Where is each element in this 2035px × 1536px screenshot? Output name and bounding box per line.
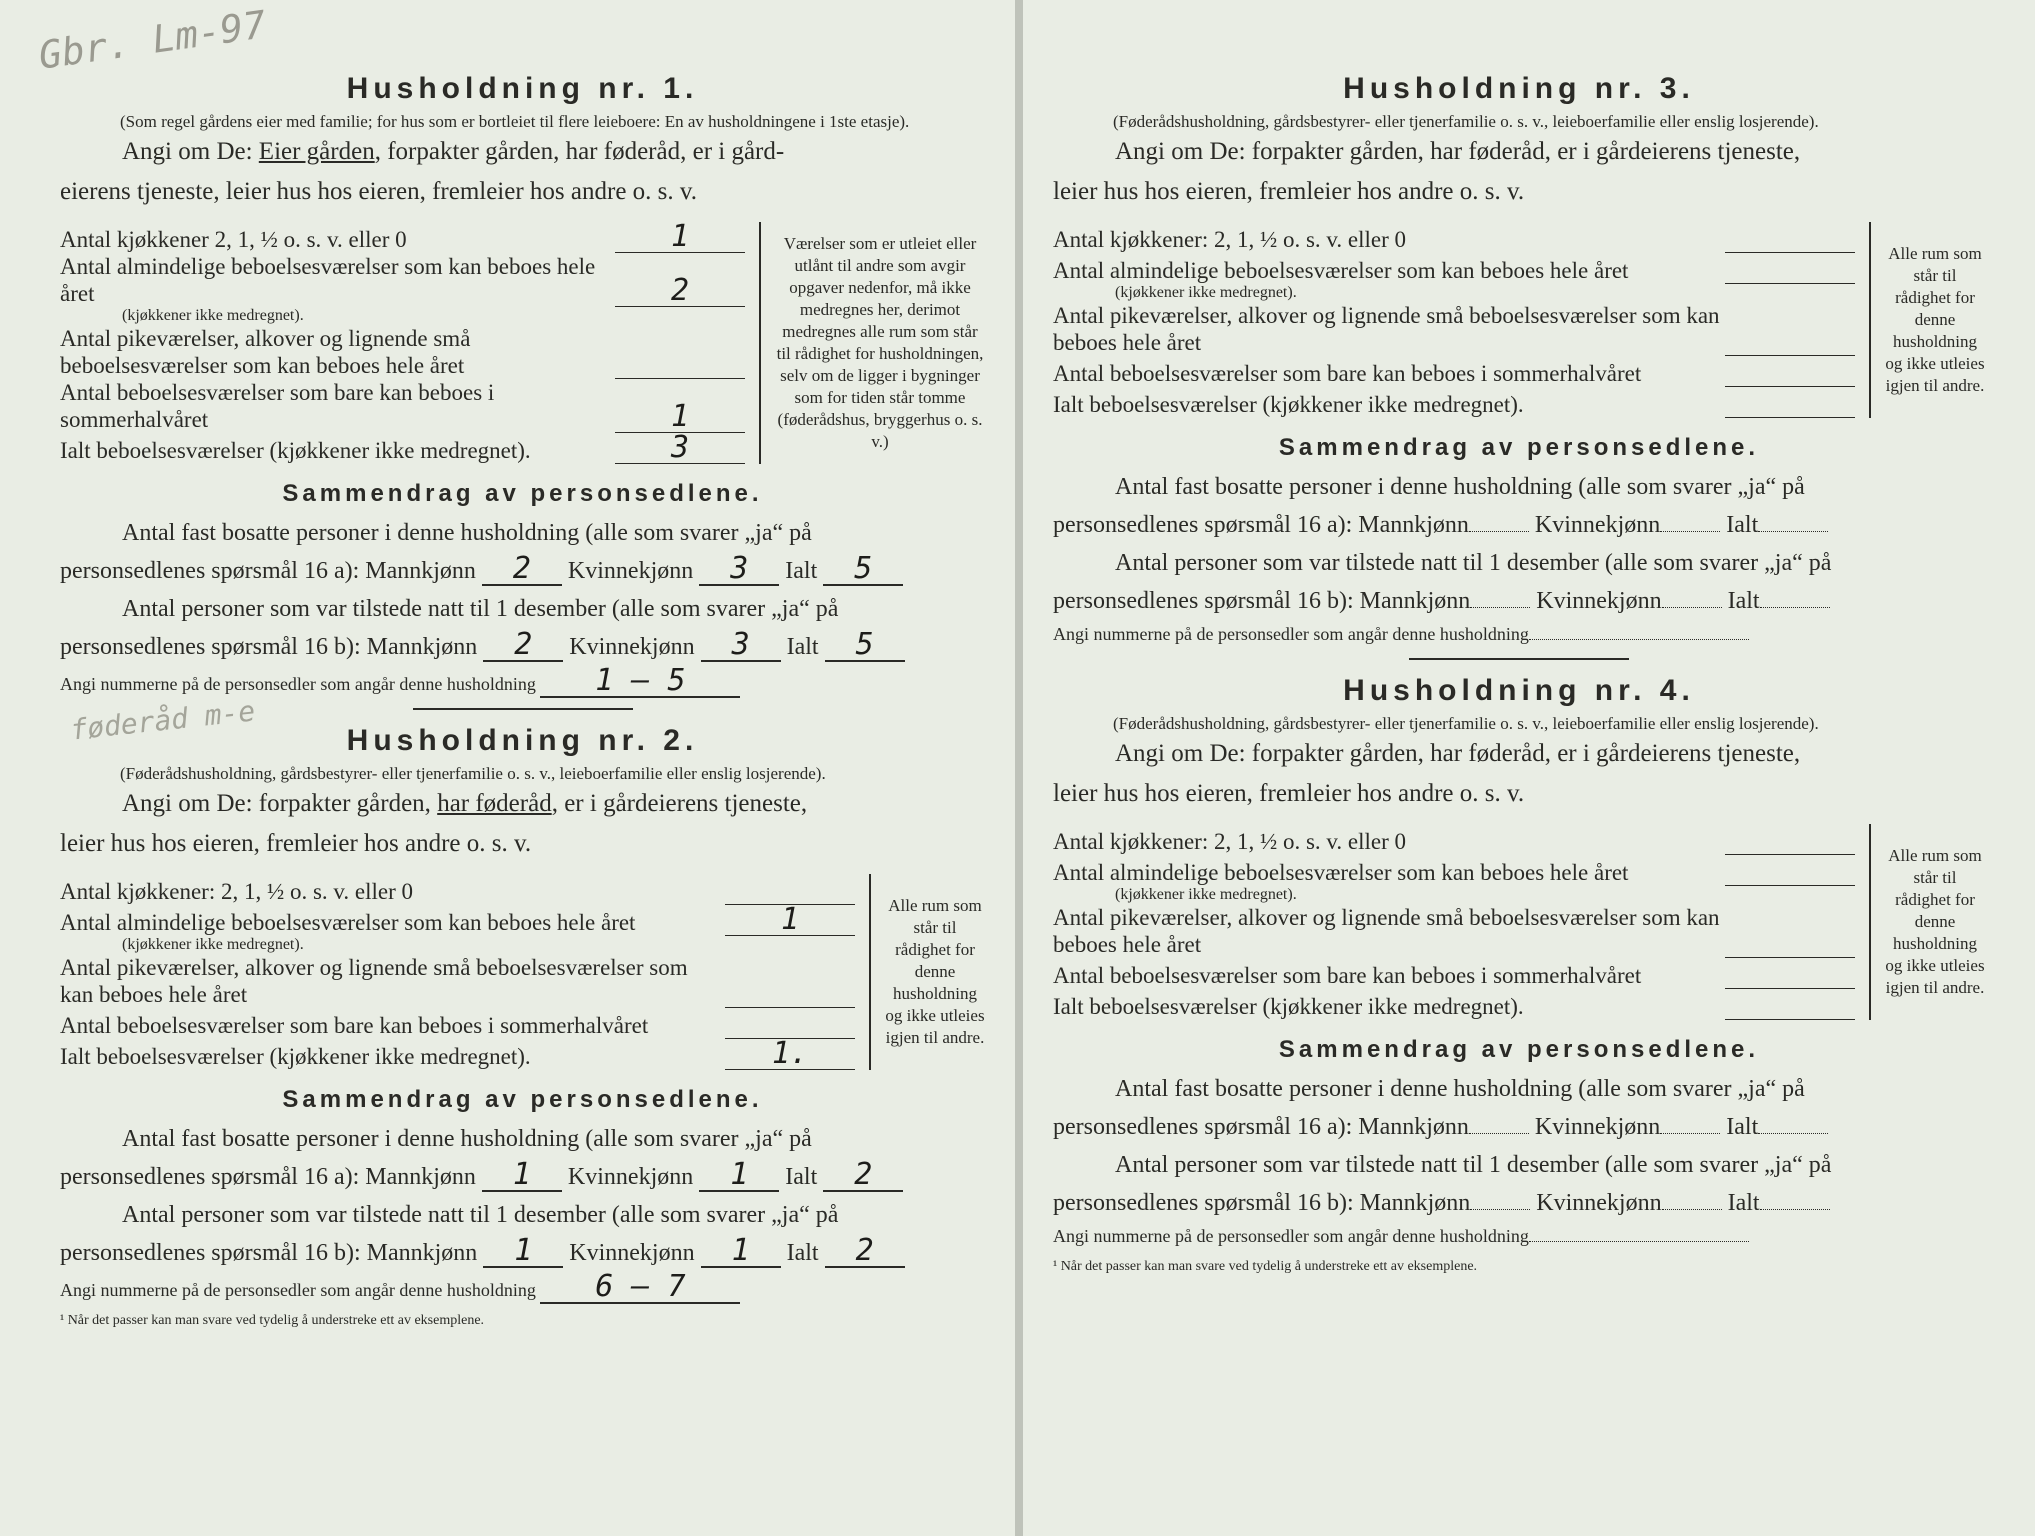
summary-16a-text: Antal fast bosatte personer i denne husholdning (alle som svarer „ja“ på <box>1115 474 1805 500</box>
household-4-title: Husholdning nr. 4. <box>1343 674 1695 707</box>
kitchens-value[interactable]: 1 <box>615 222 745 253</box>
household-3-note: (Føderådshusholdning, gårdsbestyrer- eller tjenerfamilie o. s. v., leieboerfamilie eller enslig losjerende). <box>1113 112 1819 131</box>
side-note: Alle rum som står til rådighet for denne husholdning og ikke utleies igjen til andre. <box>1869 824 1985 1020</box>
household-3-title: Husholdning nr. 3. <box>1343 72 1695 105</box>
numbers-line: Angi nummerne på de personsedler som angår denne husholdning 6 – 7 <box>60 1272 985 1304</box>
footnote: ¹ Når det passer kan man svare ved tydelig å understreke ett av eksemplene. <box>1053 1259 1478 1274</box>
household-3-angi: Angi om De: forpakter gården, har føderåd, er i gårdeierens tjeneste, <box>1115 138 1801 165</box>
summary-16b-text: Antal personer som var tilstede natt til 1 desember (alle som svarer „ja“ på <box>1115 1152 1832 1178</box>
ordinary-rooms-value[interactable]: 1 <box>725 905 855 936</box>
numbers-value[interactable]: 6 – 7 <box>540 1272 740 1304</box>
summary-16a: personsedlenes spørsmål 16 a): Mannkjønn Kvinnekjønn Ialt <box>1053 1108 1985 1146</box>
summary-16a: personsedlenes spørsmål 16 a): Mannkjønn 1 Kvinnekjønn 1 Ialt 2 <box>60 1158 985 1196</box>
side-note: Alle rum som står til rådighet for denne husholdning og ikke utleies igjen til andre. <box>869 874 985 1070</box>
household-4 <box>1053 674 1985 1276</box>
room-row-summer: Antal beboelsesværelser som bare kan beboes i sommerhalvåret 1 <box>60 379 745 433</box>
summary-16b: personsedlenes spørsmål 16 b): Mannkjønn Kvinnekjønn Ialt <box>1053 582 1985 620</box>
side-note: Værelser som er utleiet eller utlånt til andre som avgir opgaver nedenfor, må ikke medregnes her, derimot medregnes alle rum som står til rådighet for husholdningen, selv om de ligger i bygninger som for tiden står tomme (føderådshus, bryggerhus o. s. v.) <box>759 222 985 464</box>
total-16b[interactable] <box>1760 1209 1830 1210</box>
divider <box>413 708 633 710</box>
male-16a[interactable] <box>1469 531 1529 532</box>
total-16b[interactable] <box>1760 607 1830 608</box>
summary-16a-text: Antal fast bosatte personer i denne husholdning (alle som svarer „ja“ på <box>122 520 812 546</box>
total-16a[interactable]: 2 <box>823 1160 903 1192</box>
summary-title: Sammendrag av personsedlene. <box>282 1086 763 1113</box>
room-row-summer: Antal beboelsesværelser som bare kan beboes i sommerhalvåret <box>1053 356 1855 387</box>
small-rooms-value[interactable] <box>1725 325 1855 356</box>
summer-rooms-value[interactable] <box>1725 356 1855 387</box>
small-rooms-value[interactable] <box>615 348 745 379</box>
ordinary-rooms-value[interactable]: 2 <box>615 276 745 307</box>
room-row-kitchens: Antal kjøkkener: 2, 1, ½ o. s. v. eller 0 <box>1053 222 1855 253</box>
summary-title: Sammendrag av personsedlene. <box>282 480 763 507</box>
household-2-note: (Føderådshusholdning, gårdsbestyrer- eller tjenerfamilie o. s. v., leieboerfamilie eller enslig losjerende). <box>120 764 826 783</box>
room-row-kitchens: Antal kjøkkener: 2, 1, ½ o. s. v. eller 0 <box>1053 824 1855 855</box>
angi-underlined-option: Eier gården <box>258 138 375 165</box>
room-row-total: Ialt beboelsesværelser (kjøkkener ikke medregnet). 1. <box>60 1039 855 1070</box>
ordinary-rooms-value[interactable] <box>1725 855 1855 886</box>
female-16a[interactable] <box>1660 1133 1720 1134</box>
small-rooms-value[interactable] <box>1725 927 1855 958</box>
household-3-angi-line2: leier hus hos eieren, fremleier hos andre o. s. v. <box>1053 178 1525 205</box>
summary-16a-text: Antal fast bosatte personer i denne husholdning (alle som svarer „ja“ på <box>122 1126 812 1152</box>
summer-rooms-value[interactable]: 1 <box>615 402 745 433</box>
small-rooms-value[interactable] <box>725 977 855 1008</box>
male-16a[interactable] <box>1469 1133 1529 1134</box>
female-16b[interactable] <box>1662 1209 1722 1210</box>
numbers-value[interactable] <box>1529 639 1749 640</box>
household-1-angi-line2: eierens tjeneste, leier hus hos eieren, fremleier hos andre o. s. v. <box>60 178 698 205</box>
kitchens-value[interactable] <box>725 874 855 905</box>
summer-rooms-value[interactable] <box>725 1008 855 1039</box>
household-2-rooms <box>60 874 985 1070</box>
room-row-summer: Antal beboelsesværelser som bare kan beboes i sommerhalvåret <box>60 1008 855 1039</box>
summary-16a: personsedlenes spørsmål 16 a): Mannkjønn Kvinnekjønn Ialt <box>1053 506 1985 544</box>
room-row-total: Ialt beboelsesværelser (kjøkkener ikke medregnet). <box>1053 989 1855 1020</box>
total-rooms-value[interactable]: 3 <box>615 433 745 464</box>
angi-underlined-option: har føderåd <box>437 790 552 817</box>
summary-title: Sammendrag av personsedlene. <box>1278 1036 1760 1063</box>
male-16b[interactable] <box>1470 1209 1530 1210</box>
male-16b[interactable]: 2 <box>483 630 563 662</box>
room-row-total: Ialt beboelsesværelser (kjøkkener ikke medregnet). <box>1053 387 1855 418</box>
household-1 <box>60 72 985 698</box>
female-16a[interactable]: 1 <box>699 1160 779 1192</box>
summary-16b: personsedlenes spørsmål 16 b): Mannkjønn 1 Kvinnekjønn 1 Ialt 2 <box>60 1234 985 1272</box>
room-row-small: Antal pikeværelser, alkover og lignende små beboelsesværelser som kan beboes hele året <box>1053 302 1855 356</box>
summary-title: Sammendrag av personsedlene. <box>1278 434 1760 461</box>
angi-label: Angi om De: <box>122 138 253 165</box>
total-16b[interactable]: 5 <box>825 630 905 662</box>
numbers-line: Angi nummerne på de personsedler som angår denne husholdning <box>1053 1222 1985 1250</box>
female-16b[interactable] <box>1662 607 1722 608</box>
divider <box>1409 658 1629 660</box>
room-sub-note: (kjøkkener ikke medregnet). <box>122 936 304 953</box>
kitchens-value[interactable] <box>1725 222 1855 253</box>
room-sub-note: (kjøkkener ikke medregnet). <box>1115 284 1297 301</box>
angi-options: , forpakter gården, har føderåd, er i gård- <box>374 138 785 165</box>
household-1-angi <box>60 132 985 172</box>
side-note: Alle rum som står til rådighet for denne husholdning og ikke utleies igjen til andre. <box>1869 222 1985 418</box>
total-16a[interactable]: 5 <box>823 554 903 586</box>
summary-16a-text: Antal fast bosatte personer i denne husholdning (alle som svarer „ja“ på <box>1115 1076 1805 1102</box>
household-2-angi-line2: leier hus hos eieren, fremleier hos andre o. s. v. <box>60 830 532 857</box>
room-row-ordinary: Antal almindelige beboelsesværelser som kan beboes hele året <box>1053 855 1855 886</box>
household-3 <box>1053 72 1985 648</box>
male-16b[interactable] <box>1470 607 1530 608</box>
room-row-kitchens: Antal kjøkkener 2, 1, ½ o. s. v. eller 0 1 <box>60 222 745 253</box>
room-sub-note: (kjøkkener ikke medregnet). <box>122 307 304 324</box>
room-row-kitchens: Antal kjøkkener: 2, 1, ½ o. s. v. eller 0 <box>60 874 855 905</box>
room-row-ordinary: Antal almindelige beboelsesværelser som kan beboes hele året 2 <box>60 253 745 307</box>
numbers-line: Angi nummerne på de personsedler som angår denne husholdning 1 – 5 <box>60 666 985 698</box>
numbers-line: Angi nummerne på de personsedler som angår denne husholdning <box>1053 620 1985 648</box>
summary-16b-text: Antal personer som var tilstede natt til 1 desember (alle som svarer „ja“ på <box>122 1202 839 1228</box>
pencil-scribble: føderåd m-e <box>68 694 257 747</box>
total-rooms-value[interactable] <box>1725 387 1855 418</box>
female-16b[interactable]: 1 <box>701 1236 781 1268</box>
footnote: ¹ Når det passer kan man svare ved tydelig å understreke ett av eksemplene. <box>60 1313 485 1328</box>
total-16b[interactable]: 2 <box>825 1236 905 1268</box>
room-row-ordinary: Antal almindelige beboelsesværelser som kan beboes hele året <box>1053 253 1855 284</box>
total-rooms-value[interactable] <box>1725 989 1855 1020</box>
ordinary-rooms-value[interactable] <box>1725 253 1855 284</box>
female-16a[interactable]: 3 <box>699 554 779 586</box>
household-2-title: Husholdning nr. 2. <box>346 724 699 757</box>
male-16b[interactable]: 1 <box>483 1236 563 1268</box>
household-2-angi: Angi om De: forpakter gården, har føderåd, er i gårdeierens tjeneste, <box>122 790 808 817</box>
summer-rooms-value[interactable] <box>1725 958 1855 989</box>
household-1-title: Husholdning nr. 1. <box>346 72 699 105</box>
summary-16a: personsedlenes spørsmål 16 a): Mannkjønn 2 Kvinnekjønn 3 Ialt 5 <box>60 552 985 590</box>
page-gutter <box>1015 0 1023 1536</box>
room-row-small: Antal pikeværelser, alkover og lignende små beboelsesværelser som kan beboes hele året <box>60 954 855 1008</box>
summary-16b: personsedlenes spørsmål 16 b): Mannkjønn Kvinnekjønn Ialt <box>1053 1184 1985 1222</box>
right-page <box>1023 0 2035 1536</box>
total-rooms-value[interactable]: 1. <box>725 1039 855 1070</box>
household-4-note: (Føderådshusholdning, gårdsbestyrer- eller tjenerfamilie o. s. v., leieboerfamilie eller enslig losjerende). <box>1113 714 1819 733</box>
room-row-total: Ialt beboelsesværelser (kjøkkener ikke medregnet). 3 <box>60 433 745 464</box>
household-4-angi: Angi om De: forpakter gården, har føderåd, er i gårdeierens tjeneste, <box>1115 740 1801 767</box>
household-4-angi-line2: leier hus hos eieren, fremleier hos andre o. s. v. <box>1053 780 1525 807</box>
kitchens-value[interactable] <box>1725 824 1855 855</box>
room-row-ordinary: Antal almindelige beboelsesværelser som kan beboes hele året 1 <box>60 905 855 936</box>
numbers-value[interactable] <box>1529 1241 1749 1242</box>
female-16a[interactable] <box>1660 531 1720 532</box>
room-row-small: Antal pikeværelser, alkover og lignende små beboelsesværelser som kan beboes hele året <box>1053 904 1855 958</box>
pencil-scribble: Gbr. Lm-97 <box>36 2 269 78</box>
female-16b[interactable]: 3 <box>701 630 781 662</box>
room-row-small: Antal pikeværelser, alkover og lignende små beboelsesværelser som kan beboes hele året <box>60 325 745 379</box>
household-1-note: (Som regel gårdens eier med familie; for hus som er bortleiet til flere leieboere: En av husholdningene i 1ste etasje). <box>120 112 910 131</box>
summary-16b: personsedlenes spørsmål 16 b): Mannkjønn 2 Kvinnekjønn 3 Ialt 5 <box>60 628 985 666</box>
summary-16b-text: Antal personer som var tilstede natt til 1 desember (alle som svarer „ja“ på <box>1115 550 1832 576</box>
room-sub-note: (kjøkkener ikke medregnet). <box>1115 886 1297 903</box>
male-16a[interactable]: 2 <box>482 554 562 586</box>
room-row-summer: Antal beboelsesværelser som bare kan beboes i sommerhalvåret <box>1053 958 1855 989</box>
numbers-value[interactable]: 1 – 5 <box>540 666 740 698</box>
summary-16b-text: Antal personer som var tilstede natt til 1 desember (alle som svarer „ja“ på <box>122 596 839 622</box>
left-page <box>0 0 1015 1536</box>
male-16a[interactable]: 1 <box>482 1160 562 1192</box>
total-16a[interactable] <box>1758 531 1828 532</box>
total-16a[interactable] <box>1758 1133 1828 1134</box>
household-1-rooms <box>60 219 985 465</box>
household-3-rooms <box>1053 222 1985 418</box>
household-4-rooms <box>1053 824 1985 1020</box>
household-2 <box>60 694 985 1330</box>
